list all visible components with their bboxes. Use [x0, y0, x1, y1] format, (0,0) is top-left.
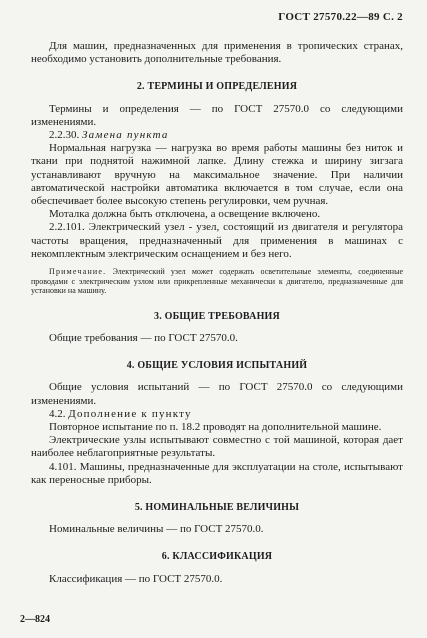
- clause-number: 4.2.: [49, 407, 66, 420]
- winder-paragraph: Моталка должна быть отключена, а освещение включено.: [49, 208, 321, 221]
- classification-paragraph: Классификация — по ГОСТ 27570.0.: [49, 572, 223, 585]
- ratings-paragraph: Номинальные величины — по ГОСТ 27570.0.: [49, 523, 264, 536]
- section-heading-general-requirements: 3. ОБЩИЕ ТРЕБОВАНИЯ: [154, 310, 280, 322]
- note-paragraph: [31, 267, 403, 296]
- page-header: ГОСТ 27570.22—89 С. 2: [278, 11, 403, 23]
- general-requirements-paragraph: Общие требования — по ГОСТ 27570.0.: [49, 332, 238, 345]
- document-body: [31, 40, 403, 586]
- print-code: 2—824: [20, 614, 50, 625]
- clause-number: 2.2.30.: [49, 129, 80, 142]
- note-title: Примечание.: [49, 267, 107, 277]
- clause-4-101: 4.101. Машины, предназначенные для эксплуатации на столе, испытывают как переносные приборы.: [31, 460, 403, 486]
- intro-paragraph: Для машин, предназначенных для применения в тропических странах, необходимо установить дополнительные требования.: [31, 40, 403, 66]
- note-text: Электрический узел может содержать осветительные элементы, соединенные проводами с электрическим узлом или прикрепленные механически к двигателю, предназначенные для установки на машину.: [31, 267, 403, 296]
- section-heading-ratings: 5. НОМИНАЛЬНЫЕ ВЕЛИЧИНЫ: [134, 502, 300, 514]
- electric-unit-paragraph: 2.2.101. Электрический узел - узел, состоящий из двигателя и регулятора частоты вращения, предназначенный для применения в машинах с некомплектным электрическим оснащением и без него.: [31, 221, 403, 260]
- electric-units-test-paragraph: Электрические узлы испытывают совместно с той машиной, которая дает наиболее неблагоприятные результаты.: [31, 434, 403, 460]
- terms-paragraph: Термины и определения — по ГОСТ 27570.0 со следующими изменениями.: [31, 102, 403, 128]
- section-heading-test-conditions: 4. ОБЩИЕ УСЛОВИЯ ИСПЫТАНИЙ: [126, 360, 308, 372]
- clause-4-2: [31, 408, 403, 421]
- section-heading-terms: 2. ТЕРМИНЫ И ОПРЕДЕЛЕНИЯ: [136, 81, 298, 93]
- test-conditions-paragraph: Общие условия испытаний — по ГОСТ 27570.0 со следующими изменениями.: [31, 381, 403, 407]
- normal-load-paragraph: Нормальная нагрузка — нагрузка во время работы машины без ниток и ткани при поднятой нажимной лапке. Длину стежка и ширину зигзага устанавливают вручную на максимальное значение. При наличии автоматической настройки автоматика включается в том случае, если она обеспечивает более высокую степень регулировки, чем ручная.: [31, 142, 403, 208]
- clause-title: Замена пункта: [82, 129, 169, 142]
- clause-2-2-30: [31, 129, 403, 142]
- clause-title: Дополнение к пункту: [68, 407, 192, 420]
- section-heading-classification: 6. КЛАССИФИКАЦИЯ: [161, 551, 273, 563]
- retest-paragraph: Повторное испытание по п. 18.2 проводят на дополнительной машине.: [49, 421, 382, 434]
